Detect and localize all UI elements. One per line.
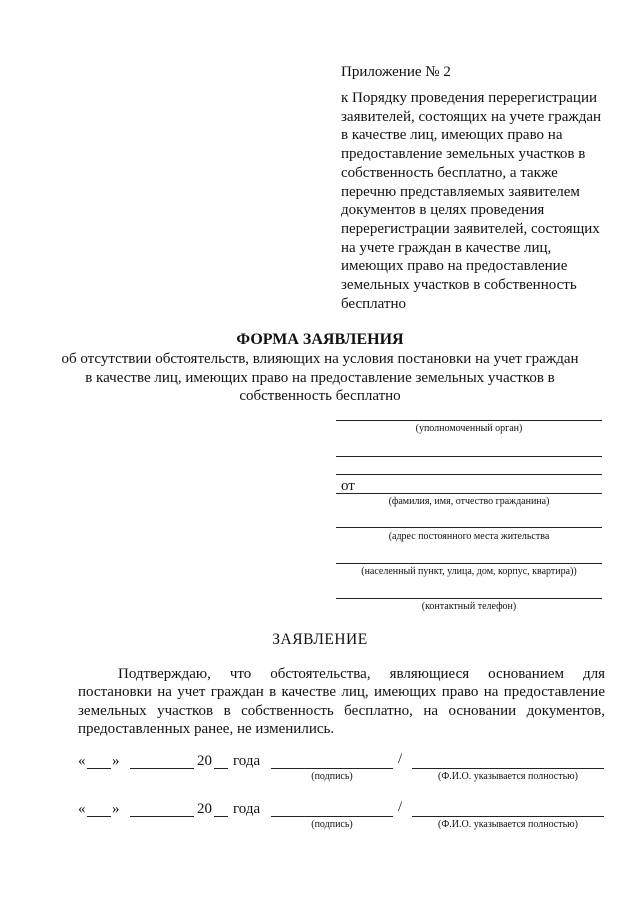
authority-line-2	[336, 456, 602, 457]
signature-line	[271, 768, 393, 769]
date-close-quote: »	[112, 801, 120, 817]
authority-line-3	[336, 474, 602, 475]
fio-line	[412, 768, 604, 769]
day-line	[87, 816, 111, 817]
year-line	[214, 768, 228, 769]
name-caption: (фамилия, имя, отчество гражданина)	[388, 496, 550, 507]
year-line	[214, 816, 228, 817]
slash-separator: /	[398, 799, 403, 815]
year-label: года	[233, 801, 261, 817]
name-line	[336, 493, 602, 494]
month-line	[130, 816, 194, 817]
locality-caption: (населенный пункт, улица, дом, корпус, квартира))	[361, 566, 577, 577]
fio-line	[412, 816, 604, 817]
date-close-quote: »	[112, 753, 120, 769]
slash-separator: /	[398, 751, 403, 767]
statement-text: Подтверждаю, что обстоятельства, являющиеся основанием для постановки на учет граждан в качестве лиц, имеющих право на предоставление земельных участков в собственность бесплатно, на основании документов, предоставленных ранее, не изменились.	[78, 666, 605, 738]
signature-caption: (подпись)	[311, 819, 353, 830]
year-label: года	[233, 753, 261, 769]
phone-line	[336, 598, 602, 599]
date-open-quote: «	[78, 753, 86, 769]
signature-caption: (подпись)	[311, 771, 353, 782]
year-prefix: 20	[197, 753, 212, 769]
date-open-quote: «	[78, 801, 86, 817]
day-line	[87, 768, 111, 769]
authority-line	[336, 420, 602, 421]
phone-caption: (контактный телефон)	[421, 601, 517, 612]
appendix-text: к Порядку проведения перерегистрации заявителей, состоящих на учете граждан в качестве лиц, имеющих право на предоставление земельных участков в собственность бесплатно, а также перечню представляемых заявителем документов в целях проведения перерегистрации заявителей, состоящих на учете граждан в качестве лиц, имеющих право на предоставление земельных участков в собственность бесплатно	[341, 90, 602, 312]
form-title: ФОРМА ЗАЯВЛЕНИЯ	[236, 331, 404, 348]
locality-line	[336, 563, 602, 564]
fio-caption: (Ф.И.О. указывается полностью)	[438, 819, 578, 830]
form-subtitle: об отсутствии обстоятельств, влияющих на условия постановки на учет граждан в качестве лиц, имеющих право на предоставление земельных участков в собственность бесплатно	[61, 351, 579, 404]
authority-caption: (уполномоченный орган)	[415, 423, 523, 434]
signature-line	[271, 816, 393, 817]
fio-caption: (Ф.И.О. указывается полностью)	[438, 771, 578, 782]
appendix-title: Приложение № 2	[341, 64, 451, 80]
statement-title: ЗАЯВЛЕНИЕ	[272, 631, 368, 648]
year-prefix: 20	[197, 801, 212, 817]
address-line	[336, 527, 602, 528]
month-line	[130, 768, 194, 769]
from-label: от	[341, 478, 355, 494]
address-caption: (адрес постоянного места жительства	[388, 531, 550, 542]
